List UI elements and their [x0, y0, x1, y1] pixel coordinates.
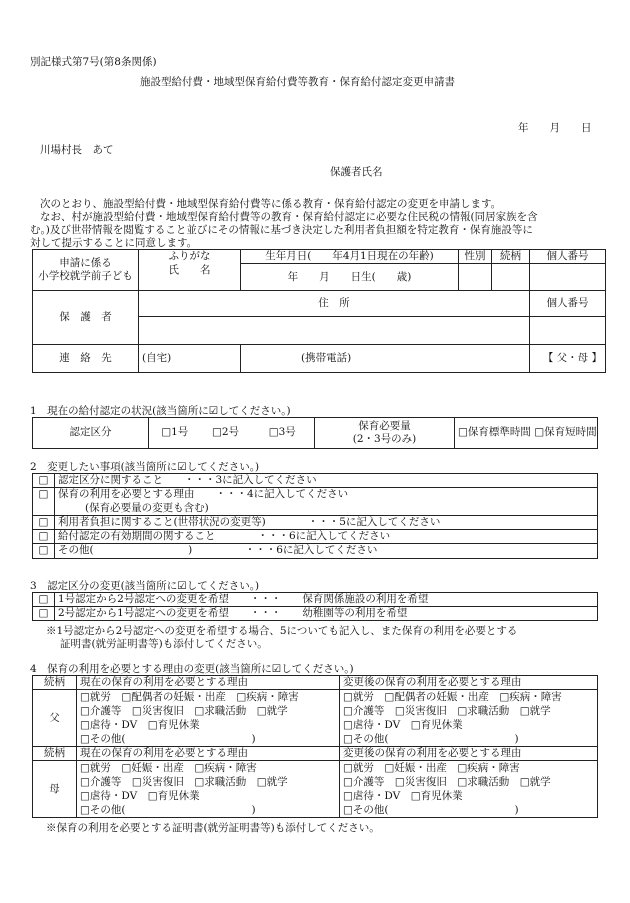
category-change-item: 1号認定から2号認定への変更を希望 ・・・ 保育関係施設の利用を希望 [55, 593, 598, 607]
change-item-note: (保育必要量の変更も含む) [55, 502, 598, 516]
address-field[interactable] [139, 317, 530, 345]
sex-field[interactable] [459, 264, 492, 291]
checkbox[interactable]: □ [33, 488, 55, 502]
after-reason-header: 変更後の保育の利用を必要とする理由 [340, 676, 598, 690]
mother-after-reasons[interactable]: □就労 □妊娠・出産 □疾病・障害 □介護等 □災害復旧 □求職活動 □就学 □虐待・DV □育児休業 □その他( ) [340, 761, 598, 818]
relation-header: 続柄 [33, 676, 77, 690]
need-options[interactable] [455, 418, 598, 449]
personal-no-label: 個人番号 [530, 250, 606, 264]
option-2go[interactable]: □2号 [201, 418, 251, 449]
current-reason-header-2: 現在の保育の利用を必要とする理由 [77, 747, 340, 761]
section-2-table [32, 473, 598, 559]
form-number: 別記様式第7号(第8条関係) [30, 56, 157, 68]
checkbox[interactable]: □ [33, 530, 55, 544]
checkbox[interactable]: □ [33, 516, 55, 530]
mother-label: 母 [33, 761, 77, 818]
short-hours-option[interactable]: □保育短時間 [534, 426, 597, 439]
date-field[interactable]: 年 月 日 [518, 122, 592, 134]
category-label: 認定区分 [33, 418, 149, 449]
after-reason-header-2: 変更後の保育の利用を必要とする理由 [340, 747, 598, 761]
relation-label: 続柄 [492, 250, 530, 264]
section-4-heading: 4 保育の利用を必要とする理由の変更(該当箇所に☑してください。) [30, 663, 354, 675]
checkbox[interactable]: □ [33, 607, 55, 621]
option-1go[interactable]: □1号 [149, 418, 201, 449]
birth-field[interactable]: 年 月 日生( 歳) [241, 264, 459, 291]
section-1-table [32, 417, 598, 449]
intro-line-2: なお、村が施設型給付費・地域型保育給付費等の教育・保育給付認定に必要な住民税の情報(同居家族を含 [40, 211, 538, 223]
section-3-note-2: 証明書(就労証明書等)も添付してください。 [60, 638, 268, 650]
change-item: その他( ) ・・・6に記入してください [55, 544, 598, 558]
relation-header-2: 続柄 [33, 747, 77, 761]
birth-label: 生年月日( 年4月1日現在の年齢) [241, 250, 459, 264]
checkbox[interactable]: □ [33, 474, 55, 488]
section-3-note-1: ※1号認定から2号認定への変更を希望する場合、5についても記入し、また保育の利用を必要とする [46, 625, 518, 637]
section-4-table [32, 675, 598, 818]
intro-line-3: む。)及び世帯情報を閲覧すること並びにその情報に基づき決定した利用者負担額を特定教育・保育施設等に [30, 224, 533, 236]
relation-field[interactable] [492, 264, 530, 291]
guardian-label: 保 護 者 [33, 291, 139, 345]
personal-no-label-2: 個人番号 [530, 291, 606, 317]
address-label: 住 所 [139, 291, 530, 317]
name-label: 氏 名 [139, 264, 241, 291]
section-4-note: ※保育の利用を必要とする証明書(就労証明書等)も添付してください。 [46, 822, 380, 834]
change-item: 給付認定の有効期間の関すること ・・・6に記入してください [55, 530, 598, 544]
sex-label: 性別 [459, 250, 492, 264]
section-1-heading: 1 現在の給付認定の状況(該当箇所に☑してください。) [30, 405, 291, 417]
parent-selector[interactable]: 【 父・母 】 [530, 345, 606, 373]
section-3-table [32, 592, 598, 621]
option-3go[interactable]: □3号 [251, 418, 315, 449]
need-label: 保育必要量 (2・3号のみ) [315, 418, 455, 449]
checkbox[interactable]: □ [33, 544, 55, 558]
intro-line-4: 対して提示することに同意します。 [30, 237, 198, 249]
current-reason-header: 現在の保育の利用を必要とする理由 [77, 676, 340, 690]
checkbox-blank [33, 502, 55, 516]
change-item: 保育の利用を必要とする理由 ・・・4に記入してください [55, 488, 598, 502]
checkbox[interactable]: □ [33, 593, 55, 607]
personal-no-field[interactable] [530, 264, 606, 291]
applicant-table [32, 249, 606, 373]
document-title: 施設型給付費・地域型保育給付費等教育・保育給付認定変更申請書 [140, 76, 455, 88]
guardian-personal-no-field[interactable] [530, 317, 606, 345]
mobile-phone-field[interactable]: (携帯電話) [241, 345, 530, 373]
change-item: 認定区分に関すること ・・・3に記入してください [55, 474, 598, 488]
contact-label: 連 絡 先 [33, 345, 139, 373]
home-phone-field[interactable]: (自宅) [139, 345, 241, 373]
father-after-reasons[interactable]: □就労 □配偶者の妊娠・出産 □疾病・障害 □介護等 □災害復旧 □求職活動 □就学 □虐待・DV □育児休業 □その他( ) [340, 690, 598, 747]
intro-line-1: 次のとおり、施設型給付費・地域型保育給付費等に係る教育・保育給付認定の変更を申請します。 [40, 198, 502, 210]
father-current-reasons[interactable]: □就労 □配偶者の妊娠・出産 □疾病・障害 □介護等 □災害復旧 □求職活動 □就学 □虐待・DV □育児休業 □その他( ) [77, 690, 340, 747]
furigana-label: ふりがな [139, 250, 241, 264]
section-2-heading: 2 変更したい事項(該当箇所に☑してください。) [30, 461, 260, 473]
mother-current-reasons[interactable]: □就労 □妊娠・出産 □疾病・障害 □介護等 □災害復旧 □求職活動 □就学 □虐待・DV □育児休業 □その他( ) [77, 761, 340, 818]
standard-hours-option[interactable]: □保育標準時間 [458, 426, 531, 439]
guardian-name-label: 保護者氏名 [330, 166, 383, 178]
section-3-heading: 3 認定区分の変更(該当箇所に☑してください。) [30, 580, 260, 592]
addressee: 川場村長 あて [40, 144, 114, 156]
category-change-item: 2号認定から1号認定への変更を希望 ・・・ 幼稚園等の利用を希望 [55, 607, 598, 621]
child-label: 申請に係る 小学校就学前子ども [33, 250, 139, 291]
father-label: 父 [33, 690, 77, 747]
change-item: 利用者負担に関すること(世帯状況の変更等) ・・・5に記入してください [55, 516, 598, 530]
